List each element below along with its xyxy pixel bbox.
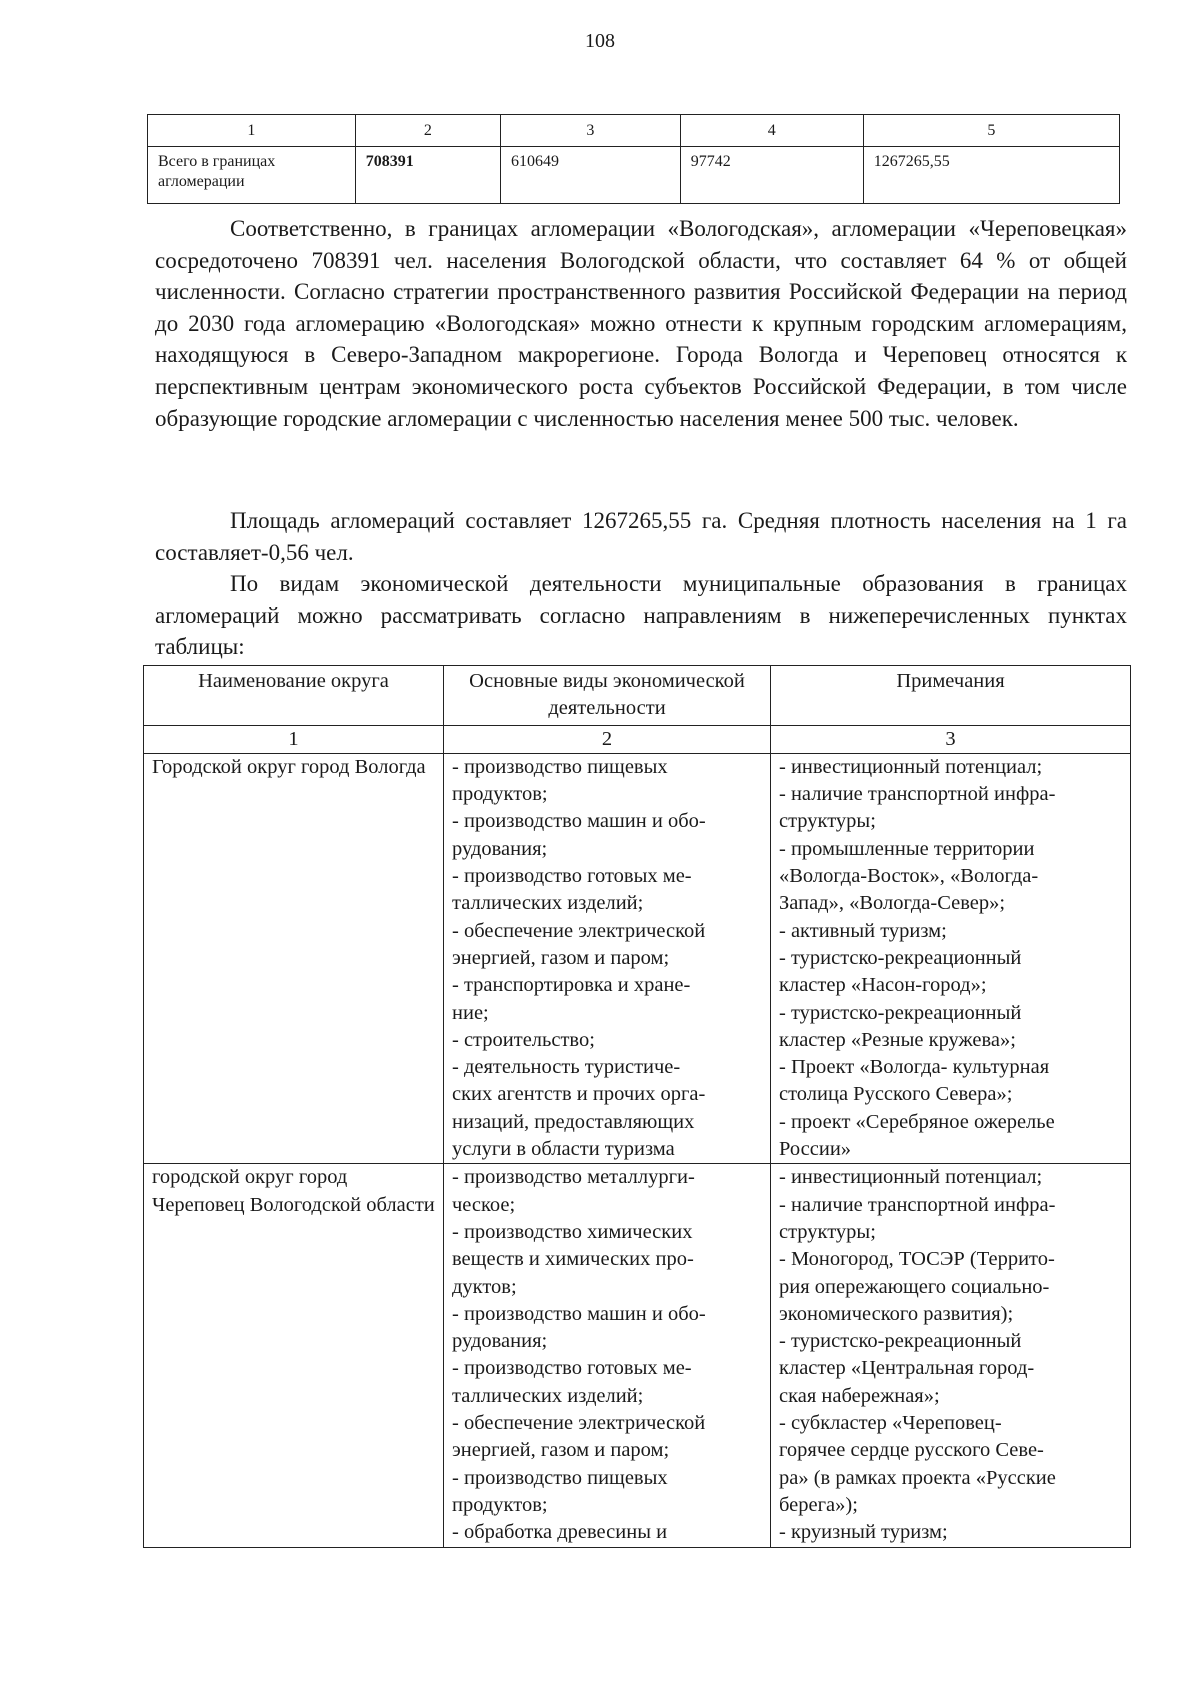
cell-line: энергией, газом и паром; [452, 946, 670, 969]
page-number: 108 [585, 30, 615, 52]
activities-cell [444, 1164, 771, 1547]
cell-line: таллических изделий; [452, 892, 644, 915]
district-name: Городской округ город Вологда [144, 753, 444, 1163]
cell-line: - обработка древесины и [452, 1521, 668, 1544]
column-number: 1 [144, 725, 444, 753]
cell-line: продуктов; [452, 1493, 548, 1516]
economy-table [143, 665, 1131, 1548]
cell-line: - производство химических [452, 1220, 693, 1243]
column-number: 2 [444, 725, 771, 753]
cell-line: России» [779, 1138, 852, 1161]
column-number: 5 [863, 115, 1119, 147]
cell-line: берега»); [779, 1493, 858, 1516]
header-district: Наименование округа [144, 666, 444, 726]
column-number: 3 [771, 725, 1131, 753]
notes-cell [771, 753, 1131, 1163]
cell-line: - обеспечение электрической [452, 1412, 706, 1435]
cell-line: столица Русского Севера»; [779, 1083, 1013, 1106]
economy-table-number-row [144, 725, 1131, 753]
cell-line: - наличие транспортной инфра- [779, 1193, 1056, 1216]
cell-line: «Вологда-Восток», «Вологда- [779, 865, 1039, 888]
cell-line: услуги в области туризма [452, 1138, 675, 1161]
cell-line: - транспортировка и хране- [452, 974, 691, 997]
total-label: Всего в границах агломерации [148, 147, 356, 204]
column-number: 1 [148, 115, 356, 147]
paragraph-population: Соответственно, в границах агломерации «Вологодская», агломерации «Череповецкая» сосредоточено 708391 чел. населения Вологодской области, что составляет 64 % от общей численности. Согласно стратегии пространственного развития Российской Федерации на период до 2030 года агломерацию «Вологодская» можно отнести к крупным городским агломерациям, находящуюся в Северо-Западном макрорегионе. Города Вологда и Череповец относятся к перспективным центрам экономического роста субъектов Российской Федерации, в том числе образующие городские агломерации с численностью населения менее 500 тыс. человек. [155, 216, 1127, 431]
cell-line: - обеспечение электрической [452, 919, 706, 942]
cell-line: ческое; [452, 1193, 516, 1216]
cell-line: ние; [452, 1001, 489, 1024]
cell-line: кластер «Насон-город»; [779, 974, 987, 997]
summary-table-row [148, 147, 1120, 204]
cell-line: - производство готовых ме- [452, 865, 692, 888]
cell-line: - туристско-рекреационный [779, 946, 1022, 969]
cell-line: рудования; [452, 1330, 548, 1353]
notes-cell [771, 1164, 1131, 1547]
cell-line: продуктов; [452, 783, 548, 806]
cell-line: ская набережная»; [779, 1384, 940, 1407]
cell-line: Запад», «Вологда-Север»; [779, 892, 1006, 915]
cell-line: - активный туризм; [779, 919, 947, 942]
column-number: 2 [355, 115, 500, 147]
activities-cell [444, 753, 771, 1163]
cell-line: - производство пищевых [452, 755, 668, 778]
cell-line: - Моногород, ТОСЭР (Террито- [779, 1248, 1055, 1271]
cell-line: - производство готовых ме- [452, 1357, 692, 1380]
cell-line: - Проект «Вологда- культурная [779, 1056, 1050, 1079]
cell-line: - туристско-рекреационный [779, 1330, 1022, 1353]
cell-line: структуры; [779, 1220, 876, 1243]
column-number: 4 [680, 115, 863, 147]
cell-line: - проект «Серебряное ожерелье [779, 1110, 1055, 1133]
cell-line: дуктов; [452, 1275, 517, 1298]
cell-line: - промышленные территории [779, 837, 1035, 860]
table-cell: 610649 [501, 147, 681, 204]
header-notes: Примечания [771, 666, 1131, 726]
cell-line: - субкластер «Череповец- [779, 1412, 1002, 1435]
table-row [144, 1164, 1131, 1547]
total-population: 708391 [355, 147, 500, 204]
table-cell: 97742 [680, 147, 863, 204]
cell-line: таллических изделий; [452, 1384, 644, 1407]
cell-line: ских агентств и прочих орга- [452, 1083, 706, 1106]
header-activities: Основные виды экономической деятельности [444, 666, 771, 726]
paragraph-area: Площадь агломераций составляет 1267265,55 га. Средняя плотность населения на 1 га составляет-0,56 чел. [155, 508, 1127, 565]
cell-line: экономического развития); [779, 1302, 1014, 1325]
cell-line: ра» (в рамках проекта «Русские [779, 1466, 1056, 1489]
cell-line: - производство машин и обо- [452, 1302, 706, 1325]
cell-line: рудования; [452, 837, 548, 860]
cell-line: - инвестиционный потенциал; [779, 755, 1043, 778]
cell-line: - производство машин и обо- [452, 810, 706, 833]
cell-line: рия опережающего социально- [779, 1275, 1050, 1298]
cell-line: - круизный туризм; [779, 1521, 948, 1544]
column-number: 3 [501, 115, 681, 147]
district-name: городской округ город Череповец Вологодской области [144, 1164, 444, 1547]
cell-line: кластер «Центральная город- [779, 1357, 1035, 1380]
cell-line: структуры; [779, 810, 876, 833]
cell-line: низаций, предоставляющих [452, 1110, 695, 1133]
summary-table [147, 114, 1120, 204]
cell-line: веществ и химических про- [452, 1248, 694, 1271]
economy-table-header-row [144, 666, 1131, 726]
cell-line: энергией, газом и паром; [452, 1439, 670, 1462]
cell-line: - туристско-рекреационный [779, 1001, 1022, 1024]
cell-line: - производство металлурги- [452, 1166, 695, 1189]
table-row [144, 753, 1131, 1163]
summary-table-header-row [148, 115, 1120, 147]
cell-line: - производство пищевых [452, 1466, 668, 1489]
cell-line: - строительство; [452, 1028, 595, 1051]
cell-line: горячее сердце русского Севе- [779, 1439, 1044, 1462]
paragraph-economy-intro: По видам экономической деятельности муниципальные образования в границах агломераций можно рассматривать согласно направлениям в нижеперечисленных пунктах таблицы: [155, 571, 1127, 660]
cell-line: - инвестиционный потенциал; [779, 1166, 1043, 1189]
cell-line: - наличие транспортной инфра- [779, 783, 1056, 806]
cell-line: - деятельность туристиче- [452, 1056, 681, 1079]
cell-line: кластер «Резные кружева»; [779, 1028, 1016, 1051]
total-area: 1267265,55 [863, 147, 1119, 204]
